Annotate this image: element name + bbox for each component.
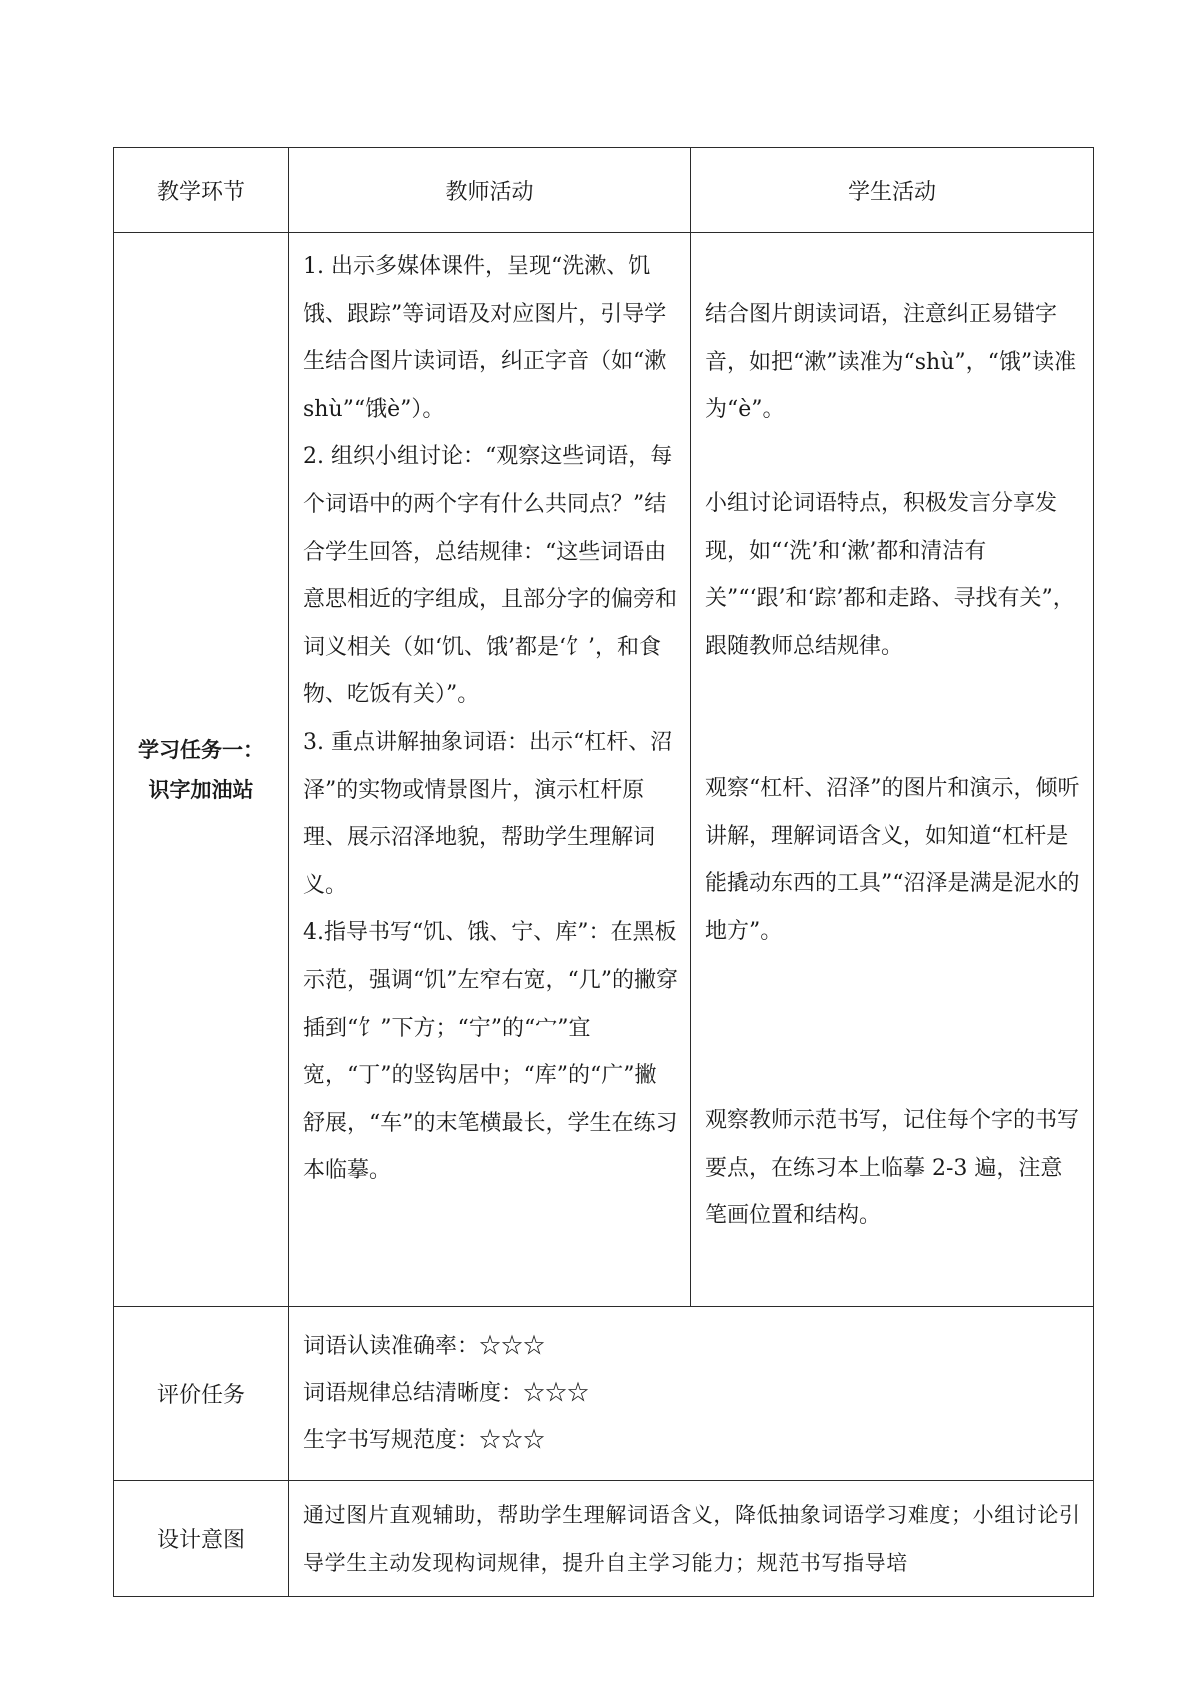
- task-stage-cell: [114, 233, 289, 1307]
- teacher-step-1: 1. 出示多媒体课件，呈现“洗漱、饥饿、跟踪”等词语及对应图片，引导学生结合图片读词语，纠正字音（如“漱 shù”“饿è”）。: [303, 254, 667, 422]
- student-activity-2-wrap: [705, 480, 1081, 670]
- design-row: [114, 1481, 1094, 1597]
- evaluation-items: [289, 1307, 1094, 1481]
- design-intent-cell: [289, 1481, 1094, 1597]
- student-activity-1: 结合图片朗读词语，注意纠正易错字音，如把“漱”读准为“shù”，“饿”读准为“è”。: [705, 302, 1077, 423]
- evaluation-item: 词语认读准确率：☆☆☆: [303, 1334, 546, 1359]
- header-stage: 教学环节: [114, 148, 289, 233]
- evaluation-row: [114, 1307, 1094, 1481]
- header-student-activity: 学生活动: [691, 148, 1094, 233]
- student-activity-2: 小组讨论词语特点，积极发言分享发现，如“‘洗’和‘漱’都和清洁有关”“‘跟’和‘踪’都和走路、寻找有关”，跟随教师总结规律。: [705, 491, 1075, 659]
- evaluation-item: 生字书写规范度：☆☆☆: [303, 1428, 546, 1453]
- task-stage-line1: 学习任务一：: [138, 736, 264, 762]
- header-row: [114, 148, 1094, 233]
- lesson-plan-table: [113, 147, 1094, 1597]
- header-teacher-activity: 教师活动: [289, 148, 691, 233]
- design-intent-text: 通过图片直观辅助，帮助学生理解词语含义，降低抽象词语学习难度；小组讨论引导学生主动发现构词规律，提升自主学习能力；规范书写指导培: [303, 1502, 1081, 1575]
- teacher-step-3: 3. 重点讲解抽象词语：出示“杠杆、沼泽”的实物或情景图片，演示杠杆原理、展示沼泽地貌，帮助学生理解词义。: [303, 729, 673, 898]
- student-activity-3: 观察“杠杆、沼泽”的图片和演示，倾听讲解，理解词语含义，如知道“杠杆是能撬动东西的工具”“沼泽是满是泥水的地方”。: [705, 776, 1080, 944]
- task-stage-line2: 识字加油站: [148, 776, 254, 802]
- task-row: [114, 233, 1094, 1307]
- design-label: 设计意图: [114, 1481, 289, 1597]
- teacher-step-2: 2. 组织小组讨论：“观察这些词语，每个词语中的两个字有什么共同点？”结合学生回答，总结规律：“这些词语由意思相近的字组成，且部分字的偏旁和词义相关（如‘饥、饿’都是‘饣’，和食物、吃饭有关）”。: [303, 444, 678, 708]
- student-activity-3-wrap: [705, 765, 1081, 955]
- evaluation-item: 词语规律总结清晰度：☆☆☆: [303, 1381, 590, 1406]
- evaluation-label: 评价任务: [114, 1307, 289, 1481]
- teacher-step-4: 4.指导书写“饥、饿、宁、库”：在黑板示范，强调“饥”左窄右宽，“几”的撇穿插到“饣”下方；“宁”的“宀”宜宽，“丁”的竖钩居中；“库”的“广”撇舒展，“车”的末笔横最长，学生在练习本临摹。: [303, 920, 678, 1184]
- student-activity-cell: [691, 233, 1094, 1307]
- student-activity-4-wrap: [705, 1097, 1081, 1240]
- teacher-activity-cell: [289, 233, 691, 1307]
- student-activity-4: 观察教师示范书写，记住每个字的书写要点，在练习本上临摹 2-3 遍，注意笔画位置和结构。: [705, 1108, 1080, 1229]
- student-activity-1-wrap: [705, 291, 1081, 434]
